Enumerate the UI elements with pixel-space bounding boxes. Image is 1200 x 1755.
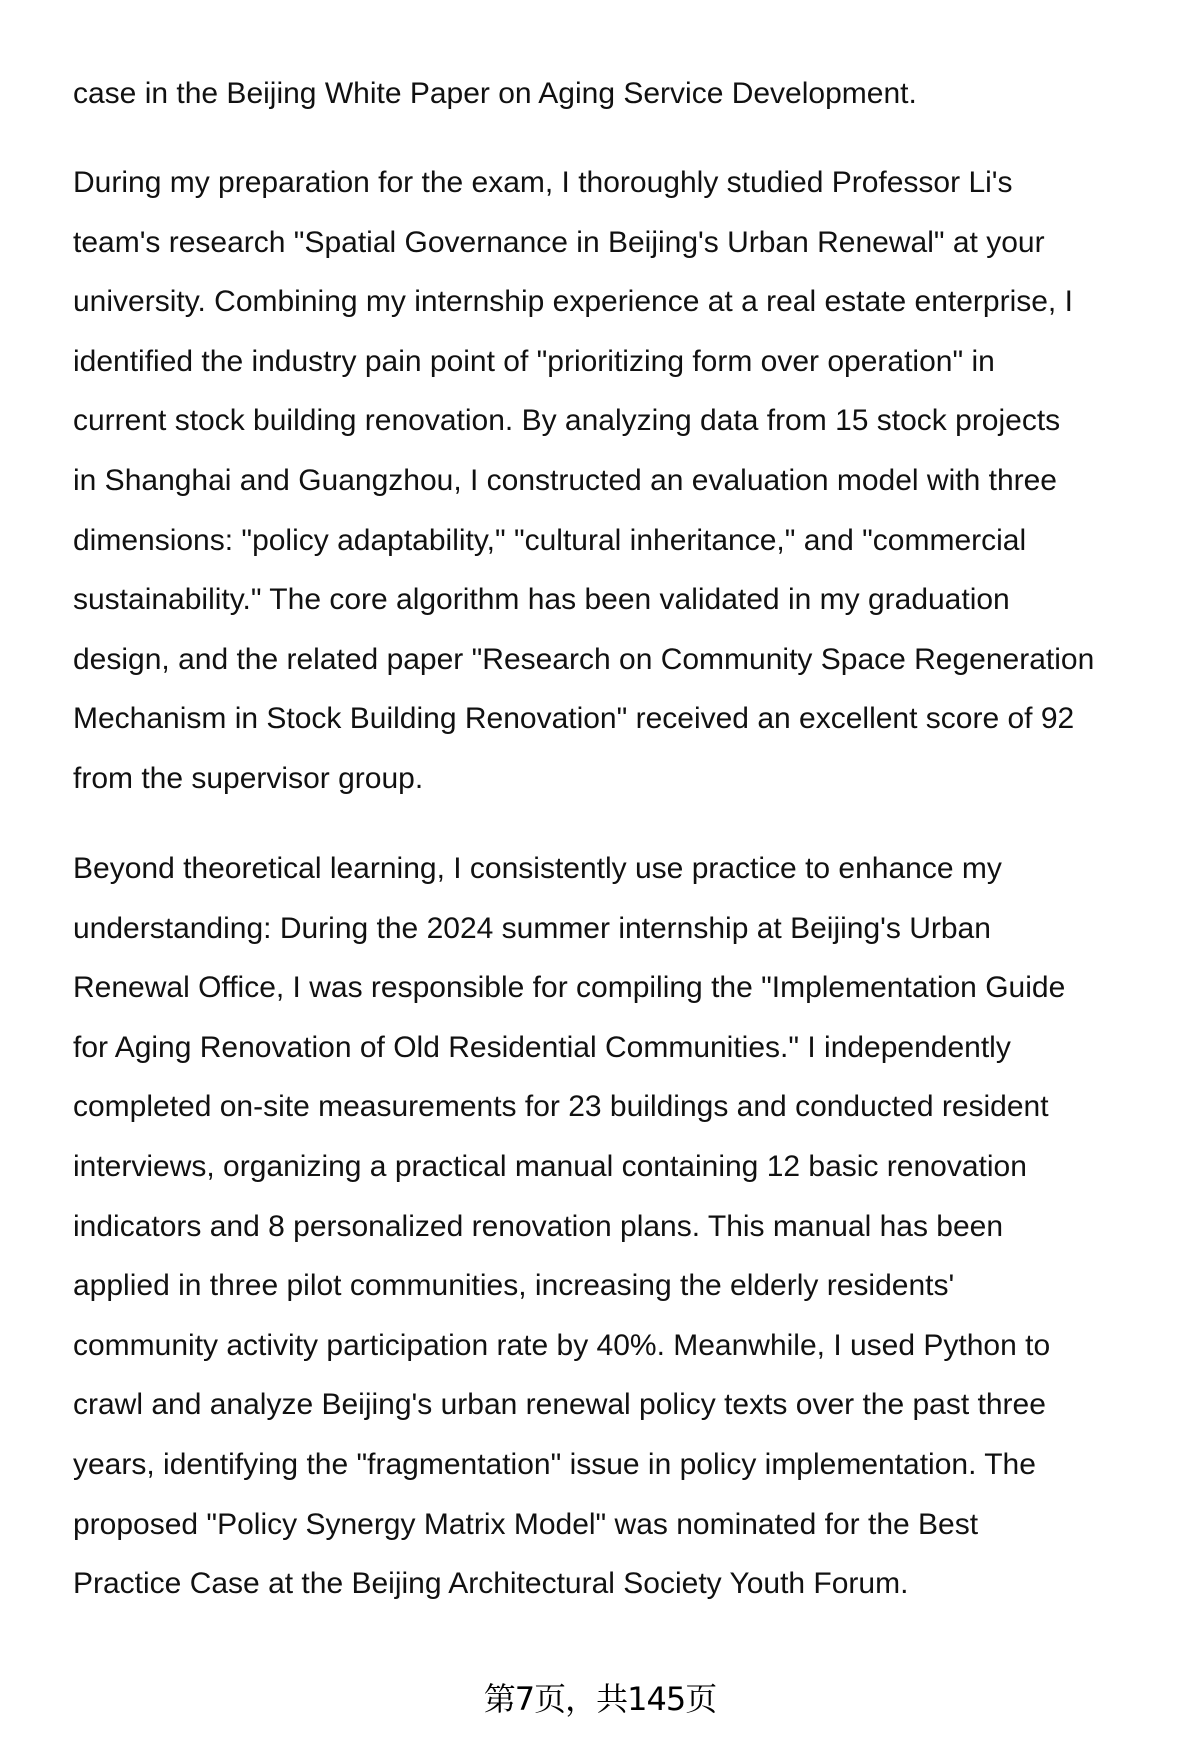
paragraph-2-line: current stock building renovation. By analyzing data from 15 stock projects (73, 404, 1061, 438)
paragraph-2-line: team's research "Spatial Governance in Beijing's Urban Renewal" at your (73, 225, 1045, 259)
paragraph-2-line: During my preparation for the exam, I thoroughly studied Professor Li's (73, 166, 1013, 199)
paragraph-3-line: indicators and 8 personalized renovation plans. This manual has been (73, 1209, 1004, 1243)
paragraph-3-line: Practice Case at the Beijing Architectural Society Youth Forum. (73, 1567, 909, 1601)
paragraph-3-line: Beyond theoretical learning, I consistently use practice to enhance my (73, 852, 1002, 885)
paragraph-3-line: understanding: During the 2024 summer internship at Beijing's Urban (73, 911, 991, 945)
paragraph-2-line: university. Combining my internship experience at a real estate enterprise, I (73, 285, 1073, 319)
paragraph-3-line: community activity participation rate by 40%. Meanwhile, I used Python to (73, 1328, 1051, 1362)
paragraph-3-line: interviews, organizing a practical manual containing 12 basic renovation (73, 1150, 1027, 1183)
paragraph-2-line: in Shanghai and Guangzhou, I constructed an evaluation model with three (73, 464, 1057, 497)
paragraph-2-line: from the supervisor group. (73, 762, 424, 795)
paragraph-1-line: case in the Beijing White Paper on Aging Service Development. (73, 77, 917, 110)
paragraph-2-line: sustainability." The core algorithm has been validated in my graduation (73, 583, 1010, 617)
page-number-footer: 第7页，共145页 (483, 1680, 717, 1718)
paragraph-3-line: Renewal Office, I was responsible for compiling the "Implementation Guide (73, 971, 1066, 1005)
paragraph-3-line: completed on-site measurements for 23 buildings and conducted resident (73, 1090, 1049, 1124)
paragraph-2-line: dimensions: "policy adaptability," "cultural inheritance," and "commercial (73, 523, 1027, 557)
paragraph-2-line: identified the industry pain point of "prioritizing form over operation" in (73, 344, 995, 378)
paragraph-2-line: design, and the related paper "Research on Community Space Regeneration (73, 642, 1095, 676)
paragraph-2-line: Mechanism in Stock Building Renovation" received an excellent score of 92 (73, 702, 1075, 736)
paragraph-3-line: for Aging Renovation of Old Residential Communities." I independently (73, 1030, 1011, 1064)
paragraph-3-line: applied in three pilot communities, increasing the elderly residents' (73, 1269, 955, 1303)
paragraph-3-line: years, identifying the "fragmentation" issue in policy implementation. The (73, 1448, 1036, 1481)
paragraph-3-line: crawl and analyze Beijing's urban renewal policy texts over the past three (73, 1388, 1046, 1422)
paragraph-3-line: proposed "Policy Synergy Matrix Model" was nominated for the Best (73, 1507, 979, 1541)
